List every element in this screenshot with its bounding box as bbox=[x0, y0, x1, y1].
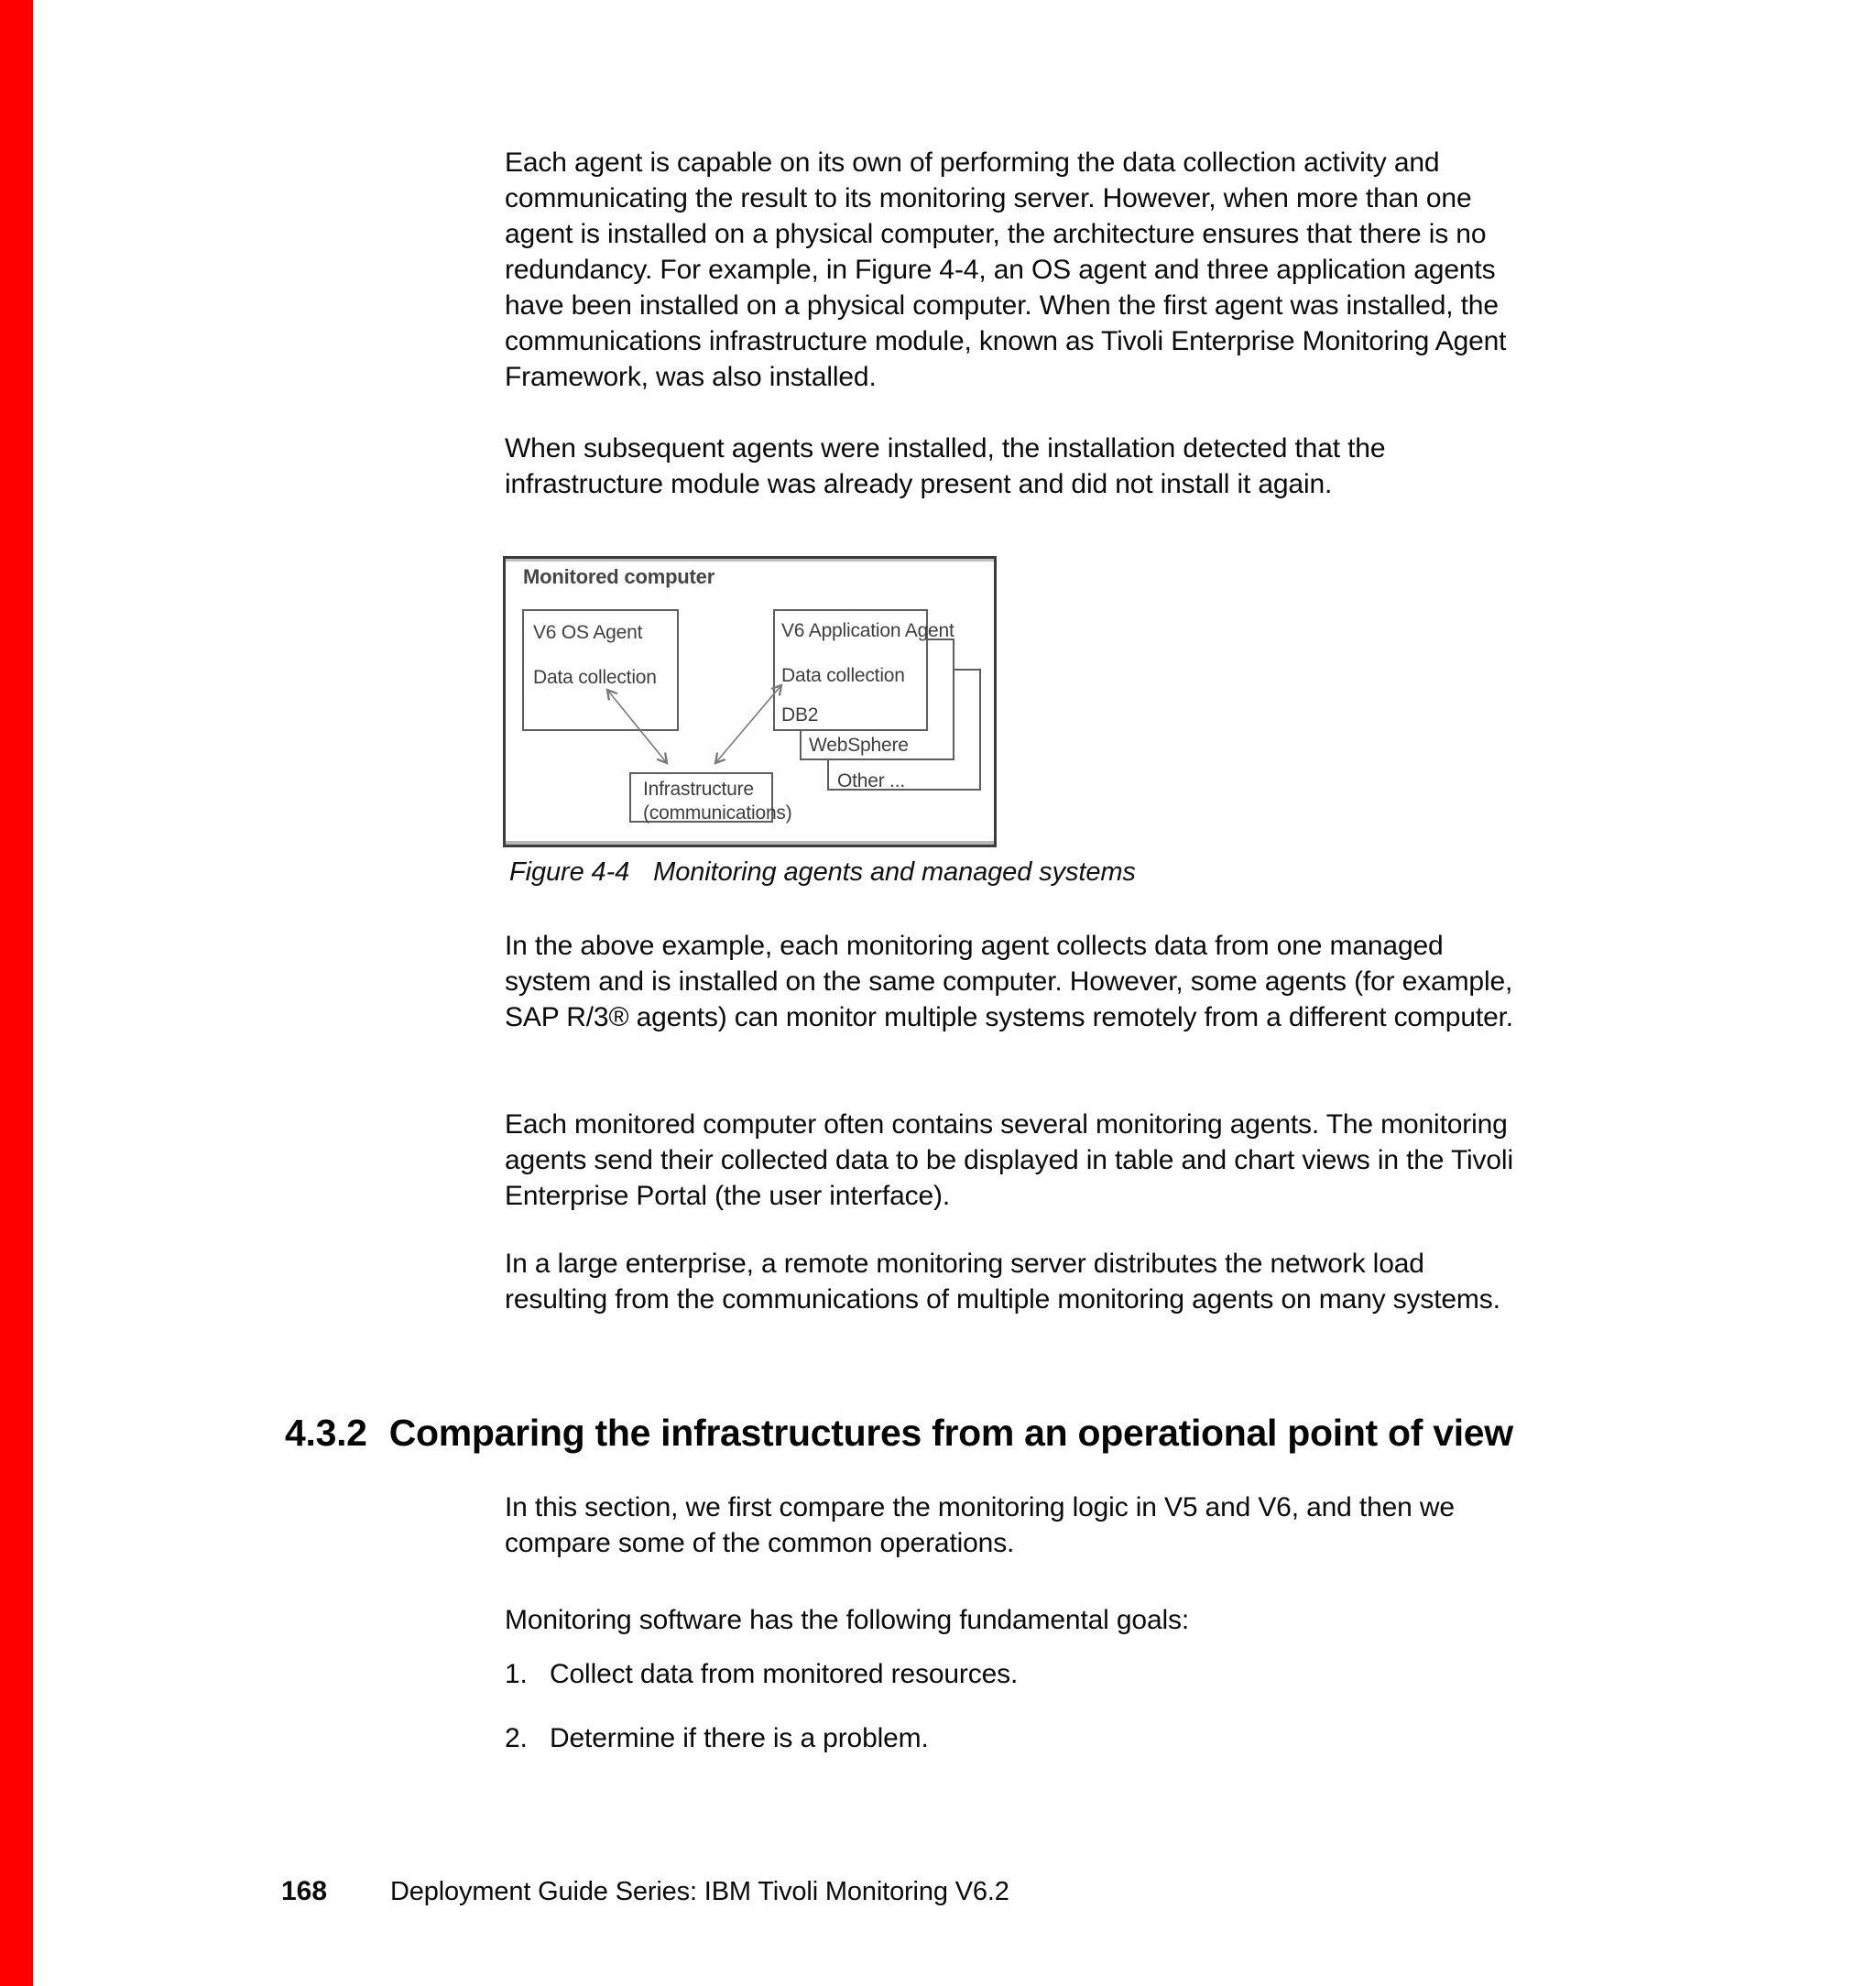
section-heading-title: Comparing the infrastructures from an operational point of view bbox=[388, 1412, 1513, 1454]
footer-page-number: 168 bbox=[281, 1876, 328, 1906]
other-agent-label: Other ... bbox=[837, 770, 906, 791]
list-item-text: Collect data from monitored resources. bbox=[550, 1659, 1019, 1689]
paragraph-above-example: In the above example, each monitoring agent collects data from one managed system and is installed on the same computer. However, some agents (for example, SAP R/3® agents) can monitor multiple systems remotely from a different computer. bbox=[505, 931, 1513, 1032]
os-agent-data-collection-label: Data collection bbox=[533, 667, 657, 688]
section-heading-4-3-2 bbox=[285, 1411, 1513, 1455]
figure-caption-text: Monitoring agents and managed systems bbox=[653, 857, 1136, 887]
figure-caption-number: Figure 4-4 bbox=[509, 857, 630, 887]
paragraph-monitored-computer: Each monitored computer often contains several monitoring agents. The monitoring agents send their collected data to be displayed in table and chart views in the Tivoli Enterprise Portal (the user interface). bbox=[505, 1109, 1513, 1211]
list-item-number: 1. bbox=[505, 1659, 528, 1689]
os-agent-box bbox=[522, 609, 679, 731]
application-agent-data-collection-label: Data collection bbox=[781, 665, 905, 686]
infrastructure-label-line1: Infrastructure bbox=[643, 779, 754, 800]
arrow-application-agent-to-infrastructure bbox=[715, 685, 781, 763]
paragraph-section-intro: In this section, we first compare the monitoring logic in V5 and V6, and then we compare some of the common operations. bbox=[505, 1492, 1455, 1558]
list-item-determine-problem bbox=[505, 1720, 1520, 1756]
page-edge-accent-bar bbox=[0, 0, 33, 1986]
footer-book-title: Deployment Guide Series: IBM Tivoli Monitoring V6.2 bbox=[390, 1877, 1009, 1906]
list-item-collect-data bbox=[505, 1656, 1520, 1692]
infrastructure-box bbox=[629, 772, 792, 824]
section-heading-number: 4.3.2 bbox=[285, 1412, 367, 1454]
figure-caption bbox=[509, 857, 1136, 888]
paragraph-subsequent-agents: When subsequent agents were installed, the installation detected that the infrastructure module was already present and did not install it again. bbox=[505, 433, 1386, 499]
figure-frame-label: Monitored computer bbox=[523, 565, 715, 588]
list-item-text: Determine if there is a problem. bbox=[550, 1723, 929, 1753]
paragraph-agent-capability: Each agent is capable on its own of performing the data collection activity and communicating the result to its monitoring server. However, when more than one agent is installed on a physical computer, the architecture ensures that there is no redundancy. For example, in Figure 4-4, an OS agent and three application agents have been installed on a physical computer. When the first agent was installed, the communications infrastructure module, known as Tivoli Enterprise Monitoring Agent Framework, was also installed. bbox=[505, 147, 1507, 392]
paragraph-large-enterprise: In a large enterprise, a remote monitoring server distributes the network load resulting from the communications of multiple monitoring agents on many systems. bbox=[505, 1249, 1500, 1315]
websphere-agent-label: WebSphere bbox=[809, 735, 909, 756]
infrastructure-label-line2: (communications) bbox=[643, 802, 792, 824]
os-agent-title: V6 OS Agent bbox=[533, 622, 643, 643]
list-item-number: 2. bbox=[505, 1723, 528, 1753]
application-agent-title: V6 Application Agent bbox=[781, 620, 954, 641]
application-agent-box bbox=[773, 609, 954, 731]
figure-monitored-computer bbox=[503, 556, 997, 847]
application-agent-db2-label: DB2 bbox=[781, 704, 819, 726]
paragraph-fundamental-goals: Monitoring software has the following fundamental goals: bbox=[505, 1605, 1190, 1635]
